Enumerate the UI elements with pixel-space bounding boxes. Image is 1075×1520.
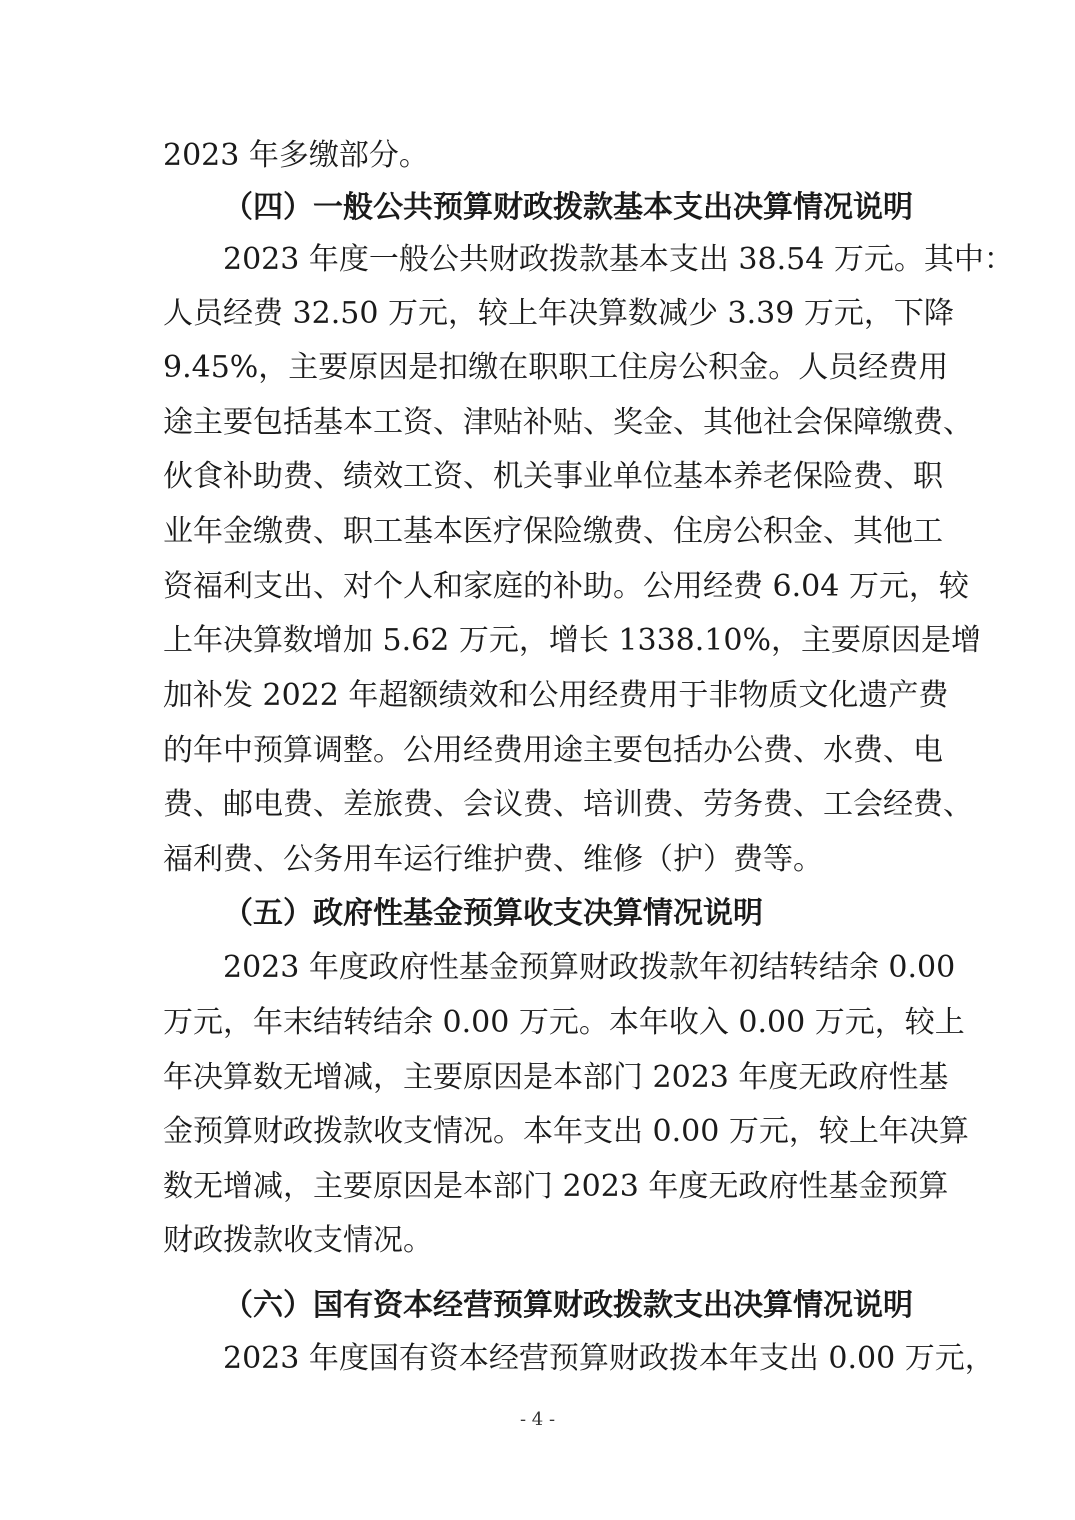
section-heading-5: （五）政府性基金预算收支决算情况说明 — [223, 896, 763, 931]
paragraph-line: 9.45%，主要原因是扣缴在职职工住房公积金。人员经费用 — [163, 350, 949, 385]
paragraph-line: 费、邮电费、差旅费、会议费、培训费、劳务费、工会经费、 — [163, 787, 973, 822]
paragraph-line: 金预算财政拨款收支情况。本年支出 0.00 万元，较上年决算 — [163, 1114, 969, 1149]
paragraph-line: 伙食补助费、绩效工资、机关事业单位基本养老保险费、职 — [163, 459, 943, 494]
paragraph-line: 2023 年度政府性基金预算财政拨款年初结转结余 0.00 — [223, 950, 956, 985]
paragraph-line: 福利费、公务用车运行维护费、维修（护）费等。 — [163, 842, 823, 877]
section-heading-6: （六）国有资本经营预算财政拨款支出决算情况说明 — [223, 1288, 913, 1323]
paragraph-line: 2023 年多缴部分。 — [163, 138, 429, 173]
paragraph-line: 财政拨款收支情况。 — [163, 1223, 433, 1258]
paragraph-line: 2023 年度国有资本经营预算财政拨本年支出 0.00 万元， — [223, 1341, 995, 1376]
paragraph-line: 人员经费 32.50 万元，较上年决算数减少 3.39 万元，下降 — [163, 296, 954, 331]
paragraph-line: 2023 年度一般公共财政拨款基本支出 38.54 万元。其中： — [223, 242, 1014, 277]
paragraph-line: 万元，年末结转结余 0.00 万元。本年收入 0.00 万元，较上 — [163, 1005, 965, 1040]
paragraph-line: 业年金缴费、职工基本医疗保险缴费、住房公积金、其他工 — [163, 514, 943, 549]
paragraph-line: 上年决算数增加 5.62 万元，增长 1338.10%，主要原因是增 — [163, 623, 981, 658]
paragraph-line: 资福利支出、对个人和家庭的补助。公用经费 6.04 万元，较 — [163, 569, 969, 604]
section-heading-4: （四）一般公共预算财政拨款基本支出决算情况说明 — [223, 190, 913, 225]
paragraph-line: 加补发 2022 年超额绩效和公用经费用于非物质文化遗产费 — [163, 678, 949, 713]
paragraph-line: 数无增减，主要原因是本部门 2023 年度无政府性基金预算 — [163, 1169, 949, 1204]
paragraph-line: 途主要包括基本工资、津贴补贴、奖金、其他社会保障缴费、 — [163, 405, 973, 440]
paragraph-line: 的年中预算调整。公用经费用途主要包括办公费、水费、电 — [163, 733, 943, 768]
page-number: - 4 - — [519, 1409, 556, 1430]
paragraph-line: 年决算数无增减，主要原因是本部门 2023 年度无政府性基 — [163, 1060, 949, 1095]
